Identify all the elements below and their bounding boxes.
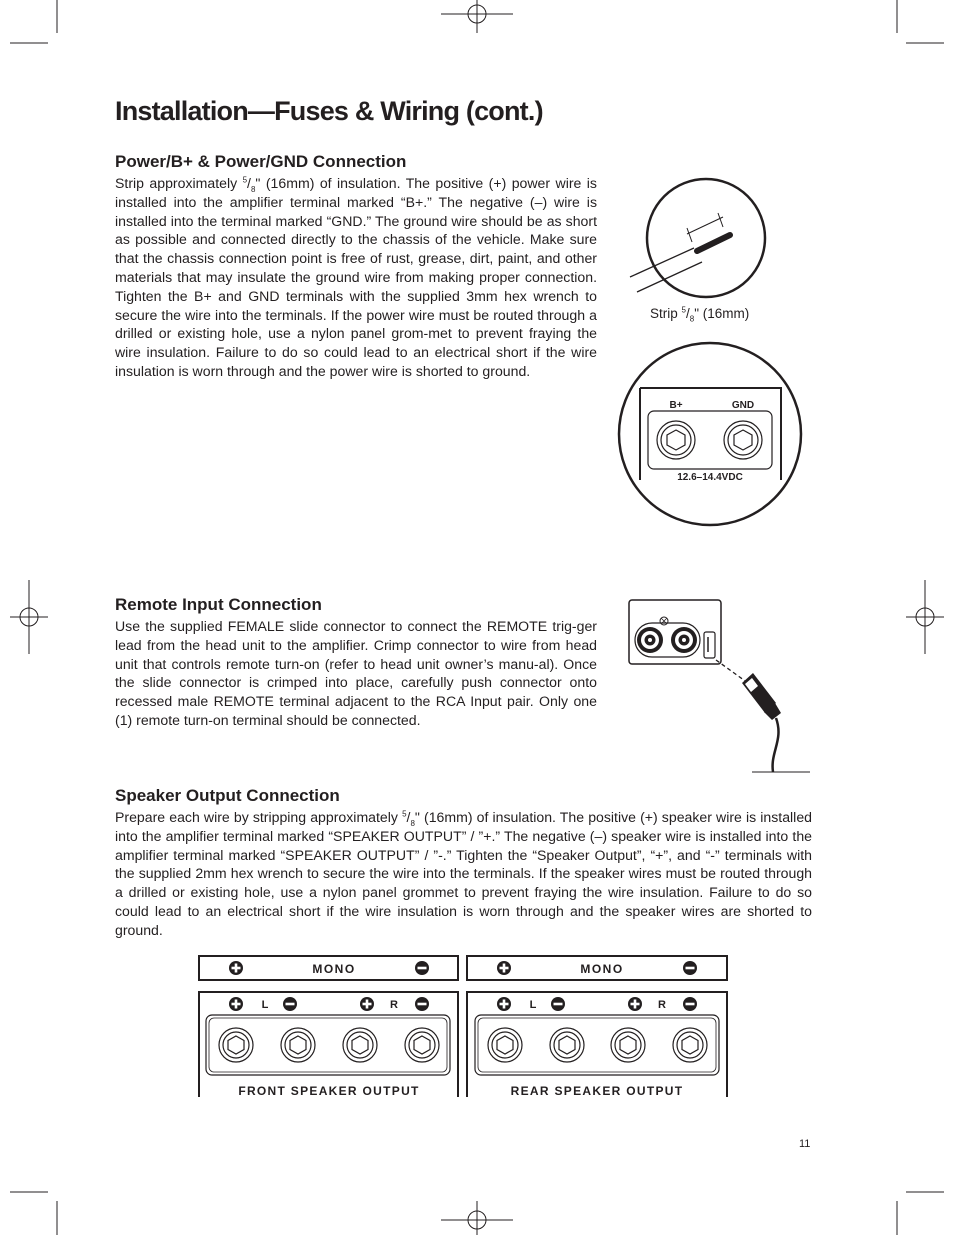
front-left-plus-icon (229, 997, 243, 1011)
remote-connection-heading: Remote Input Connection (115, 595, 322, 614)
speaker-output-heading: Speaker Output Connection (115, 786, 340, 805)
rear-mono-label: MONO (580, 962, 624, 976)
front-left-minus-icon (283, 997, 297, 1011)
rear-left-plus-icon (497, 997, 511, 1011)
bplus-label: B+ (669, 400, 683, 411)
strip-length-caption: Strip $^5/_8$" (16mm) (650, 305, 750, 324)
rear-terminal-icon (673, 1028, 707, 1062)
front-terminal-icon (219, 1028, 253, 1062)
mono-minus-icon (415, 961, 429, 975)
front-speaker-output-label: FRONT SPEAKER OUTPUT (238, 1084, 420, 1098)
front-terminal-icon (281, 1028, 315, 1062)
rear-speaker-output-label: REAR SPEAKER OUTPUT (510, 1084, 684, 1098)
rear-left-label: L (529, 999, 537, 1011)
rear-terminal-icon (488, 1028, 522, 1062)
front-speaker-panel (199, 956, 458, 1098)
power-connection-text: Strip approximately $^5/_8$" (16mm) of insulation. The positive (+) power wire is installed into the amplifier terminal marked “B+.” The negative (–) wire is installed into the terminal marked “GND.” The ground wire should be as short as possible and connected directly to the chassis of the vehicle. Make sure that the chassis connection point is free of rust, grease, dirt, paint, and other materials that may insulate the ground wire from making proper connection. Tighten the B+ and GND terminals with the supplied 3mm hex wrench to secure the wire into the terminals. If the power wire must be routed through a drilled or existing hole, use a nylon panel grom-met to prevent fraying the wire insulation. Failure to do so could lead to an electrical short if the wire insulation is worn through and the power wire is shorted to ground. (115, 175, 597, 379)
rear-right-label: R (658, 999, 666, 1011)
mono-plus-icon (229, 961, 243, 975)
page-title: Installation—Fuses & Wiring (cont.) (115, 96, 543, 126)
front-right-plus-icon (360, 997, 374, 1011)
voltage-label: 12.6–14.4VDC (677, 472, 743, 483)
speaker-output-text: Prepare each wire by stripping approximately $^5/_8$" (16mm) of insulation. The positive (+) speaker wire is installed into the amplifier terminal marked “SPEAKER OUTPUT” / ”+.” The negative (–) speaker wire is installed into the amplifier terminal marked “SPEAKER OUTPUT” / ”-.” Tighten the “Speaker Output”, “+”, and “-” terminals with the supplied 2mm hex wrench to secure the wire into the terminals. If the speaker wires must be routed through a drilled or existing hole, use a nylon panel grommet to prevent fraying the wire insulation. Failure to do so could lead to an electrical short if the wire insulation is worn through and the speaker wires are shorted to ground. (115, 809, 812, 938)
front-right-minus-icon (415, 997, 429, 1011)
mono-plus-icon (497, 961, 511, 975)
rear-left-minus-icon (551, 997, 565, 1011)
rear-terminal-icon (550, 1028, 584, 1062)
gnd-label: GND (731, 400, 755, 411)
mono-minus-icon (683, 961, 697, 975)
rear-terminal-icon (611, 1028, 645, 1062)
page-number: 11 (799, 1138, 811, 1150)
remote-connection-text: Use the supplied FEMALE slide connector to connect the REMOTE trig-ger lead from the head unit to the amplifier. Crimp connector to wire from head unit that controls remote turn-on (refer to head unit owner’s manu-al). Once the slide connector is crimped into place, carefully push connector onto recessed male REMOTE terminal adjacent to the RCA Input pair. Only one (1) remote turn-on terminal should be connected. (115, 618, 597, 728)
front-left-label: L (261, 999, 269, 1011)
power-connection-heading: Power/B+ & Power/GND Connection (115, 152, 407, 171)
front-mono-label: MONO (312, 962, 356, 976)
front-right-label: R (390, 999, 398, 1011)
rear-speaker-panel (467, 956, 727, 1098)
rear-right-minus-icon (683, 997, 697, 1011)
rear-right-plus-icon (628, 997, 642, 1011)
front-terminal-icon (405, 1028, 439, 1062)
front-terminal-icon (343, 1028, 377, 1062)
